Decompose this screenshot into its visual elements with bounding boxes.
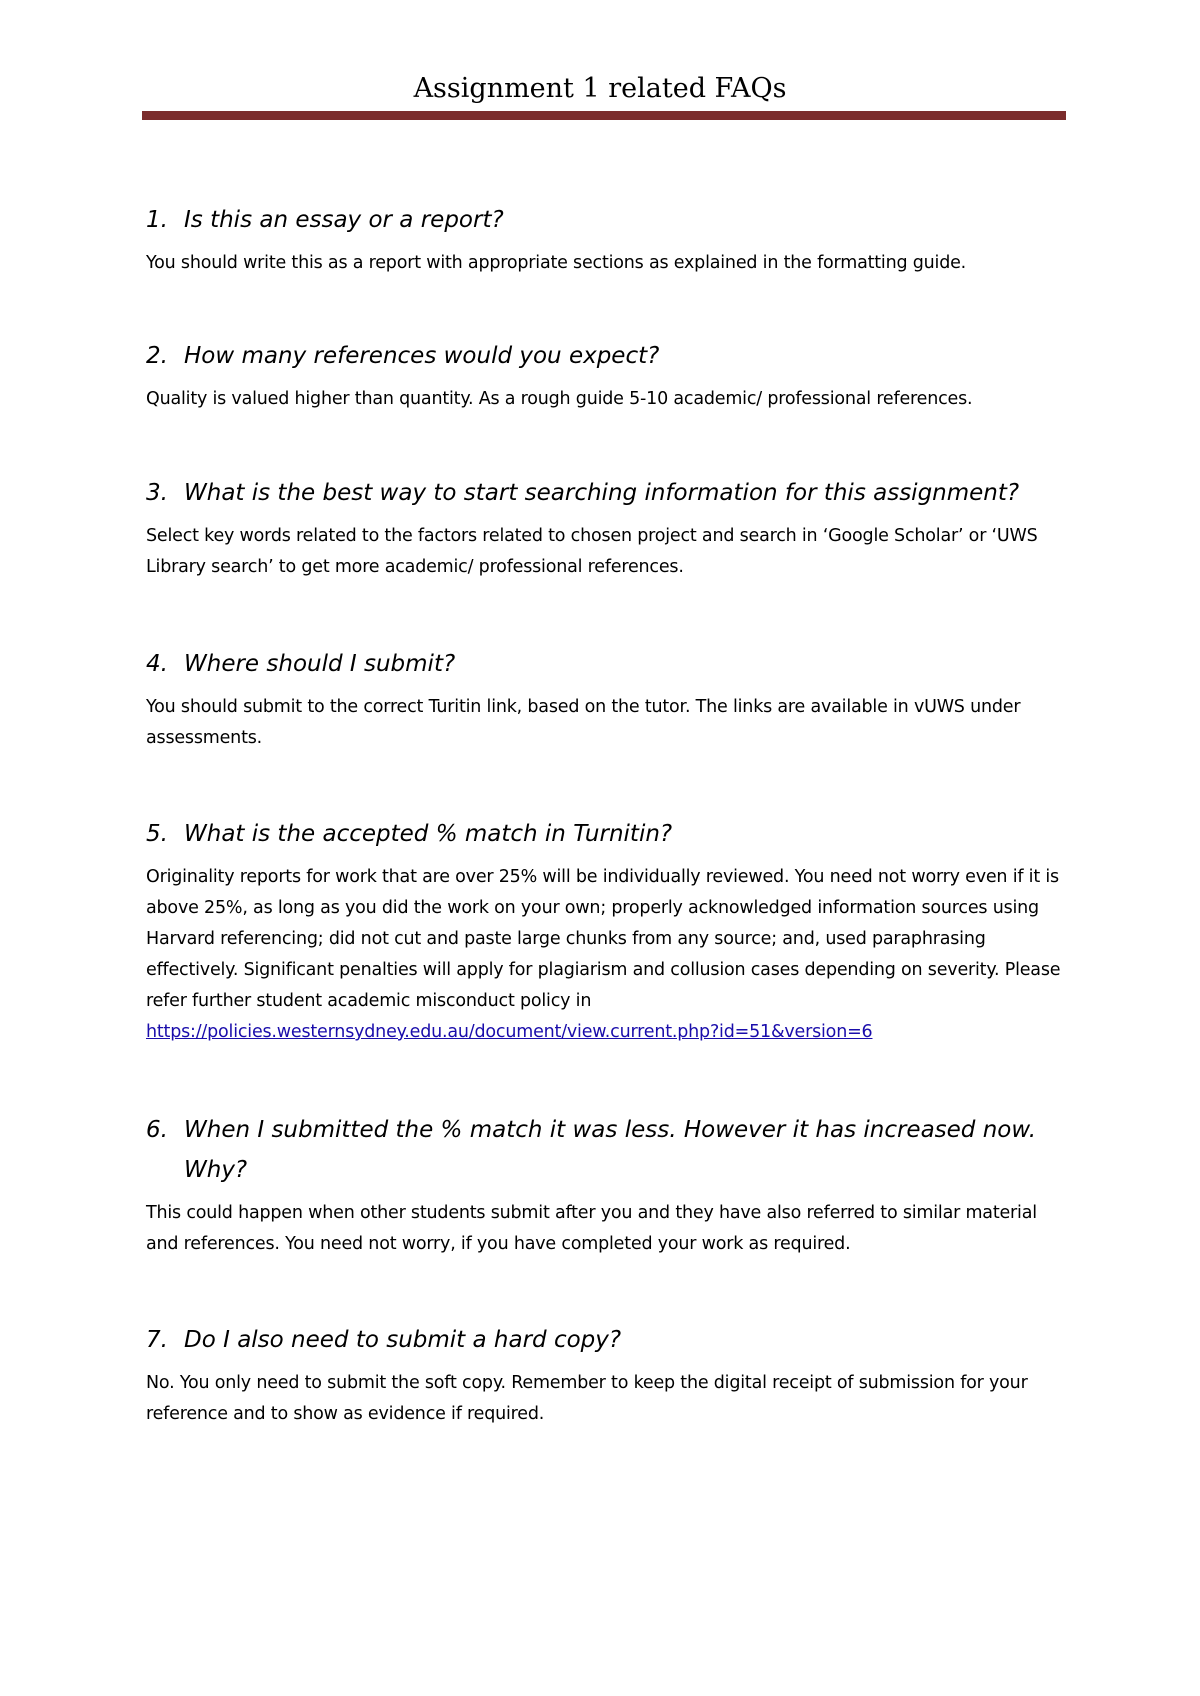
faq-question-text: Is this an essay or a report? <box>184 207 504 233</box>
faq-question-text: Where should I submit? <box>184 651 456 677</box>
document-title: Assignment 1 related FAQs <box>413 73 787 104</box>
faq-answer: Select key words related to the factors related to chosen project and search in ‘Google Scholar’ or ‘UWS Library search’ to get more academic/ professional references. <box>146 526 1038 577</box>
faq-item-4 <box>146 644 1066 754</box>
faq-question <box>146 473 1066 513</box>
faq-answer-text: Originality reports for work that are over 25% will be individually reviewed. You need not worry even if it is above 25%, as long as you did the work on your own; properly acknowledged information sources using Harvard referencing; did not cut and paste large chunks from any source; and, used paraphrasing effectively. Significant penalties will apply for plagiarism and collusion cases depending on severity. Please refer further student academic misconduct policy in <box>146 867 1061 1011</box>
faq-question <box>146 1110 1066 1190</box>
faq-question <box>146 200 1066 240</box>
faq-question-text: When I submitted the % match it was less. However it has increased now. Why? <box>184 1117 1037 1183</box>
faq-item-5 <box>146 814 1066 1048</box>
faq-answer <box>146 862 1066 1048</box>
faq-question <box>146 1320 1066 1360</box>
faq-item-7 <box>146 1320 1066 1430</box>
faq-number: 2. <box>146 343 168 369</box>
faq-item-2 <box>146 336 1066 415</box>
faq-number: 1. <box>146 207 168 233</box>
faq-question-text: What is the accepted % match in Turnitin? <box>184 821 673 847</box>
faq-question <box>146 644 1066 684</box>
faq-question <box>146 336 1066 376</box>
faq-number: 6. <box>146 1117 168 1143</box>
faq-answer: Quality is valued higher than quantity. As a rough guide 5-10 academic/ professional references. <box>146 389 973 409</box>
faq-item-6 <box>146 1110 1066 1260</box>
faq-item-1 <box>146 200 1066 279</box>
faq-answer: This could happen when other students submit after you and they have also referred to similar material and references. You need not worry, if you have completed your work as required. <box>146 1203 1037 1254</box>
faq-answer: You should submit to the correct Turitin link, based on the tutor. The links are available in vUWS under assessments. <box>146 697 1021 748</box>
faq-question-text: What is the best way to start searching information for this assignment? <box>184 480 1020 506</box>
faq-item-3 <box>146 473 1066 583</box>
faq-question <box>146 814 1066 854</box>
faq-number: 7. <box>146 1327 168 1353</box>
policy-link[interactable]: https://policies.westernsydney.edu.au/document/view.current.php?id=51&version=6 <box>146 1022 873 1042</box>
faq-number: 3. <box>146 480 168 506</box>
faq-question-text: Do I also need to submit a hard copy? <box>184 1327 622 1353</box>
faq-answer: You should write this as a report with appropriate sections as explained in the formatting guide. <box>146 253 967 273</box>
title-underline-rule <box>142 111 1066 120</box>
faq-number: 4. <box>146 651 168 677</box>
faq-question-text: How many references would you expect? <box>184 343 660 369</box>
faq-number: 5. <box>146 821 168 847</box>
faq-answer: No. You only need to submit the soft copy. Remember to keep the digital receipt of submission for your reference and to show as evidence if required. <box>146 1373 1028 1424</box>
